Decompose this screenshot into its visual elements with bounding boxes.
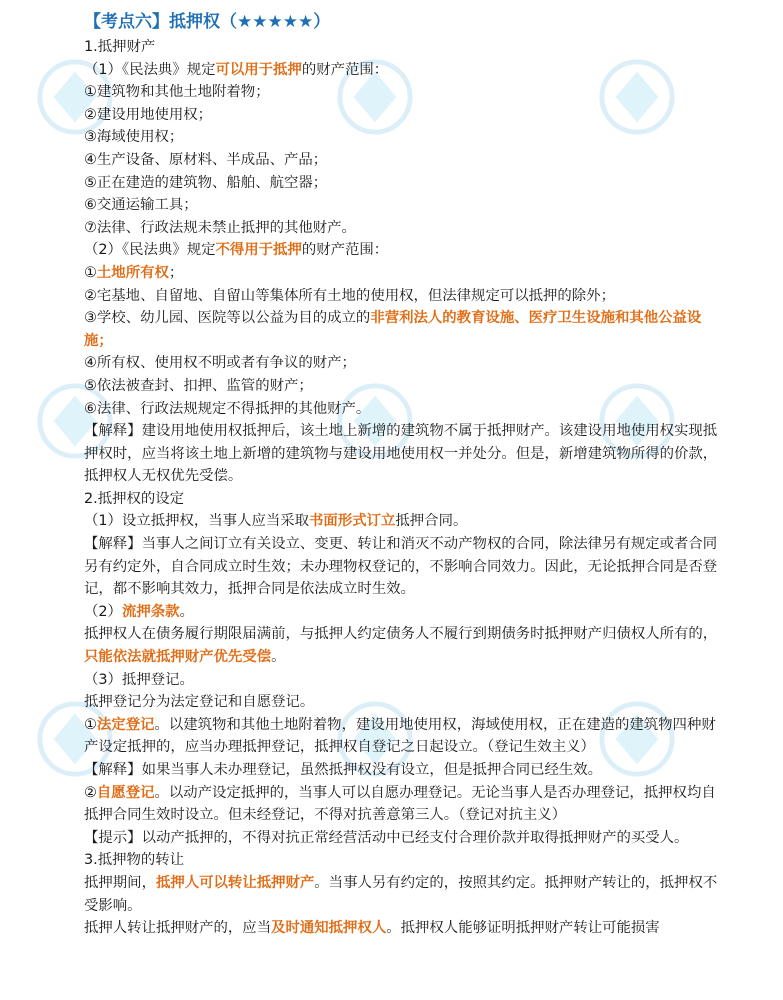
text-line: [84, 601, 729, 624]
text-line: [84, 420, 729, 488]
text-line: [84, 375, 729, 398]
line-text: ⑥交通运输工具；: [84, 197, 198, 214]
text-line: [84, 262, 729, 285]
line-text: 。: [271, 649, 286, 666]
line-text: 抵押登记分为法定登记和自愿登记。: [84, 694, 315, 711]
highlight-text: 法定登记: [96, 716, 155, 733]
line-text: 【解释】如果当事人未办理登记，虽然抵押权没有设立，但是抵押合同已经生效。: [84, 762, 603, 778]
text-line: [84, 827, 729, 850]
line-text: 抵押权人在债务履行期限届满前，与抵押人约定债务人不履行到期债务时抵押财产归债权人所有的，: [84, 626, 718, 643]
line-text: （2）: [84, 603, 122, 620]
section-title: 【考点六】抵押权（★★★★★）: [84, 12, 331, 32]
highlight-text: 抵押人可以转让抵押财产: [155, 874, 315, 891]
text-line: [84, 691, 729, 714]
text-line: [84, 59, 729, 82]
line-text: （3）抵押登记。: [84, 671, 194, 688]
highlight-text: 书面形式订立: [309, 513, 396, 530]
line-text: 。: [179, 603, 194, 620]
text-line: [84, 352, 729, 375]
text-line: [84, 849, 729, 872]
line-text: ⑤依法被查封、扣押、监管的财产；: [84, 377, 313, 394]
text-line: [84, 872, 729, 917]
text-line: [84, 149, 729, 172]
text-line: [84, 81, 729, 104]
content-lines: [84, 36, 729, 940]
line-text: 的财产范围：: [301, 242, 389, 259]
text-line: [84, 759, 729, 782]
line-text: ②宅基地、自留地、自留山等集体所有土地的使用权，但法律规定可以抵押的除外；: [84, 287, 615, 304]
text-line: [84, 194, 729, 217]
highlight-text: 非营利法人的教育设施、医疗卫生设施和其他公益设施；: [84, 310, 702, 349]
line-text: 3.抵押物的转让: [84, 852, 185, 869]
text-line: [84, 488, 729, 511]
line-text: 【提示】以动产抵押的，不得对抗正常经营活动中已经支付合理价款并取得抵押财产的买受人。: [84, 829, 689, 846]
line-text: 。以动产设定抵押的，当事人可以自愿办理登记。无论当事人是否办理登记，抵押权均自抵押合同生效时设立。但未经登记，不得对抗善意第三人。（登记对抗主义）: [84, 784, 716, 824]
line-text: 抵押期间，: [84, 874, 156, 891]
line-text: 。以建筑物和其他土地附着物，建设用地使用权，海域使用权，正在建造的建筑物四种财产设定抵押的，应当办理抵押登记，抵押权自登记之日起设立。（登记生效主义）: [84, 716, 716, 756]
text-line: [84, 533, 729, 601]
line-text: ④生产设备、原材料、半成品、产品；: [84, 151, 328, 168]
line-text: ⑦法律、行政法规未禁止抵押的其他财产。: [84, 219, 356, 236]
line-text: （2）《民法典》规定: [84, 242, 216, 259]
line-text: 【解释】当事人之间订立有关设立、变更、转让和消灭不动产物权的合同，除法律另有规定或者合同另有约定外，自合同成立时生效；未办理物权登记的，不影响合同效力。因此，无论抵押合同是否登记，都不影响其效力，抵押合同是依法成立时生效。: [84, 536, 718, 598]
text-line: [84, 285, 729, 308]
text-line: [84, 714, 729, 759]
text-line: [84, 398, 729, 421]
highlight-text: 土地所有权: [96, 264, 169, 281]
line-text: ⑥法律、行政法规规定不得抵押的其他财产。: [84, 400, 371, 417]
text-line: [84, 782, 729, 827]
highlight-text: 及时通知抵押权人: [271, 920, 387, 937]
line-text: （1）《民法典》规定: [84, 61, 216, 78]
highlight-text: 可以用于抵押: [215, 61, 302, 78]
line-text: ⑤正在建造的建筑物、船舶、航空器；: [84, 174, 328, 191]
highlight-text: 流押条款: [121, 603, 180, 620]
document-body: [84, 8, 729, 940]
line-text: 。当事人另有约定的，按照其约定。抵押财产转让的，抵押权不受影响。: [84, 874, 718, 914]
highlight-text: 只能依法就抵押财产优先受偿: [84, 649, 272, 666]
line-text: ①: [84, 716, 97, 733]
line-text: ①建筑物和其他土地附着物；: [84, 84, 270, 101]
line-text: 抵押人转让抵押财产的，应当: [84, 920, 272, 937]
line-text: 抵押合同。: [395, 513, 468, 530]
line-text: ③海域使用权；: [84, 129, 184, 146]
line-text: （1）设立抵押权，当事人应当采取: [84, 513, 310, 530]
text-line: [84, 126, 729, 149]
line-text: ④所有权、使用权不明或者有争议的财产；: [84, 355, 356, 372]
text-line: [84, 623, 729, 668]
line-text: ③学校、幼儿园、医院等以公益为目的成立的: [84, 310, 371, 327]
text-line: [84, 217, 729, 240]
text-line: [84, 510, 729, 533]
line-text: ②建设用地使用权；: [84, 106, 213, 123]
line-text: 【解释】建设用地使用权抵押后，该土地上新增的建筑物不属于抵押财产。该建设用地使用权实现抵押权时，应当将该土地上新增的建筑物与建设用地使用权一并处分。但是，新增建筑物所得的价款，抵押权人无权优先受偿。: [84, 423, 718, 485]
text-line: [84, 917, 729, 940]
line-text: 2.抵押权的设定: [84, 490, 185, 507]
line-text: ①: [84, 264, 97, 281]
line-text: ②: [84, 784, 97, 801]
line-text: 。抵押权人能够证明抵押财产转让可能损害: [386, 920, 660, 937]
text-line: [84, 104, 729, 127]
text-line: [84, 36, 729, 59]
text-line: [84, 239, 729, 262]
text-line: [84, 669, 729, 692]
text-line: [84, 172, 729, 195]
text-line: [84, 307, 729, 352]
highlight-text: 不得用于抵押: [215, 242, 302, 259]
line-text: ；: [168, 264, 184, 281]
line-text: 1.抵押财产: [84, 39, 156, 55]
highlight-text: 自愿登记: [96, 784, 155, 801]
line-text: 的财产范围：: [301, 61, 389, 78]
